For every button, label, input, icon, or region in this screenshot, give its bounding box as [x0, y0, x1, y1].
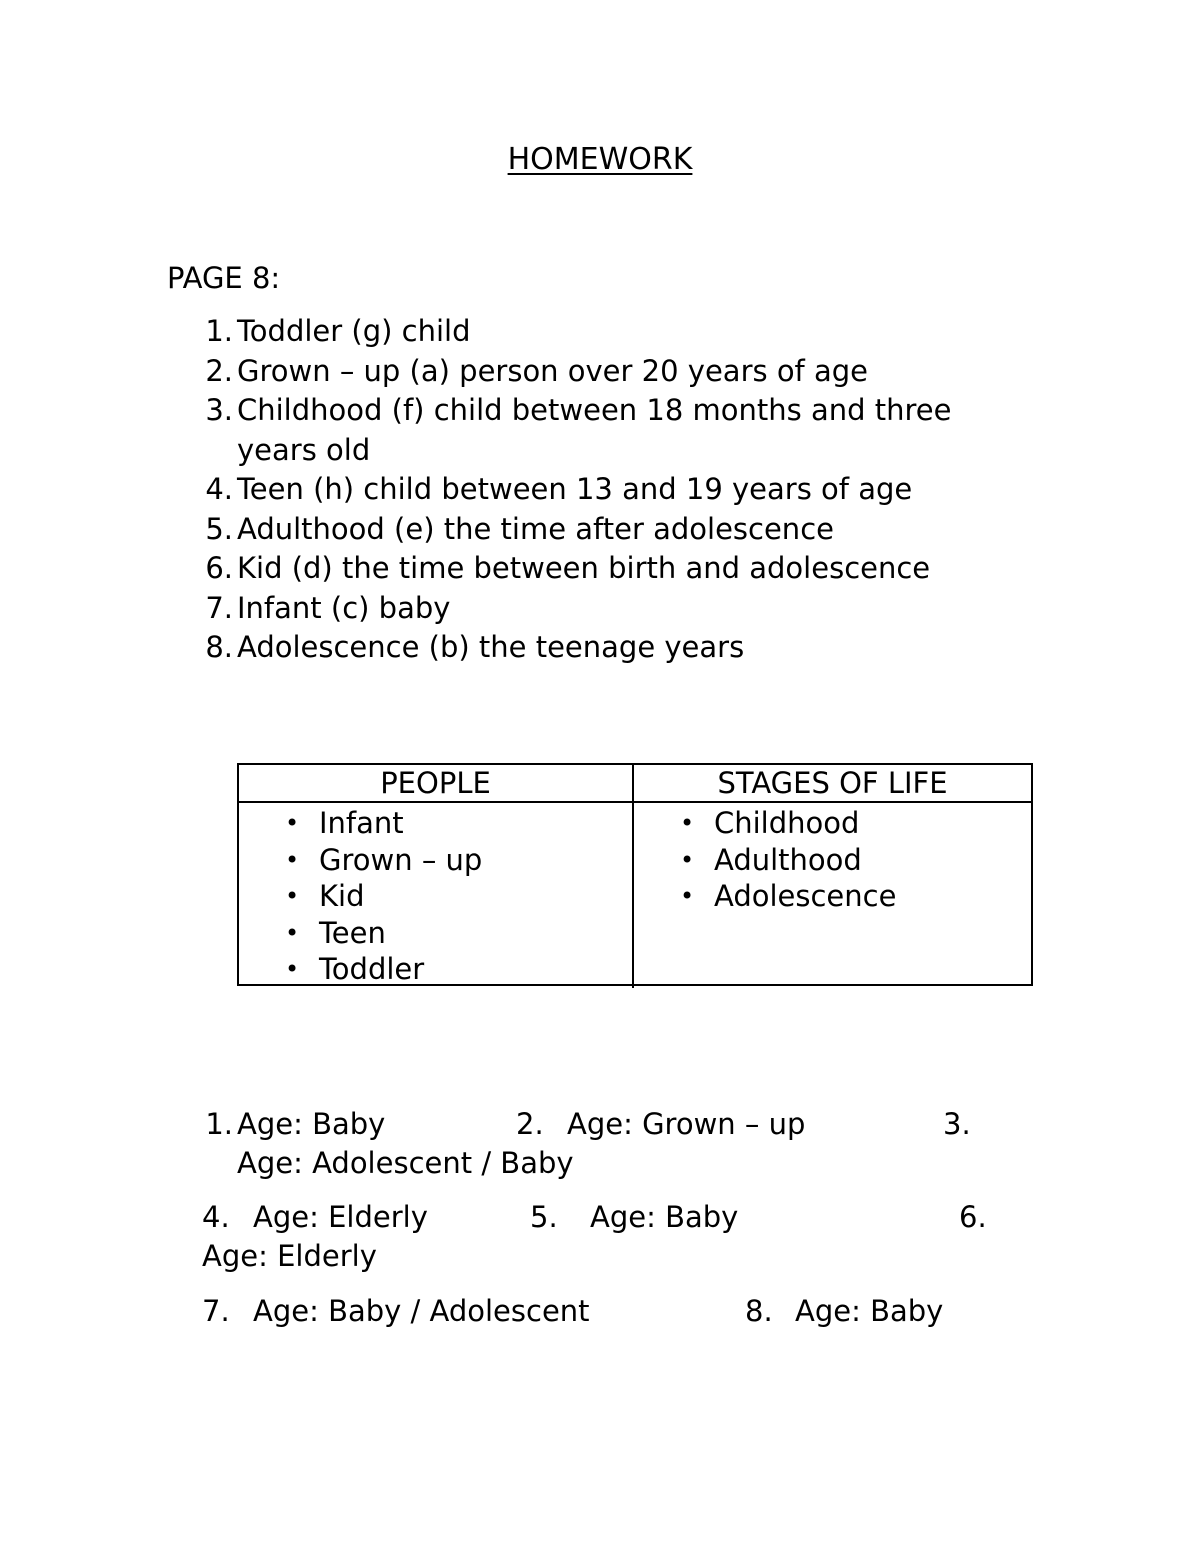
- bullet-icon: •: [285, 955, 300, 983]
- item-text: Adulthood (e) the time after adolescence: [237, 511, 834, 546]
- section-label: PAGE 8:: [167, 261, 281, 295]
- list-item: [634, 878, 1031, 915]
- bullet-icon: •: [680, 845, 695, 874]
- page-title: HOMEWORK: [507, 142, 693, 177]
- list-item: [239, 842, 632, 879]
- bullet-icon: •: [680, 809, 695, 837]
- age-number: 5.: [530, 1200, 558, 1234]
- bullet-icon: •: [285, 882, 300, 910]
- item-number: 8.: [205, 630, 233, 664]
- item-text: Grown – up (a) person over 20 years of age: [237, 353, 869, 388]
- item-number: 7.: [205, 590, 233, 625]
- people-list: [239, 805, 632, 988]
- age-number: 8.: [745, 1294, 773, 1328]
- item-number: 2.: [205, 353, 233, 388]
- list-item: [167, 470, 1027, 510]
- list-item: [239, 915, 632, 952]
- age-answer: Age: Grown – up: [567, 1107, 806, 1141]
- stages-header: STAGES OF LIFE: [633, 765, 1031, 802]
- classification-table: [239, 765, 1031, 988]
- age-answer: Age: Elderly: [253, 1200, 428, 1234]
- item-text: Infant (c) baby: [237, 590, 451, 625]
- stages-cell: [633, 802, 1031, 988]
- bullet-icon: •: [285, 845, 300, 874]
- list-item: [167, 589, 1027, 629]
- bullet-icon: •: [285, 918, 300, 947]
- list-item: [167, 352, 1027, 392]
- list-item: [239, 805, 632, 842]
- stage-item: Adolescence: [714, 879, 897, 913]
- list-item: [239, 951, 632, 988]
- age-answer: Age: Baby: [237, 1107, 386, 1141]
- people-item: Infant: [319, 806, 404, 840]
- item-number: 5.: [205, 511, 233, 546]
- age-number: 7.: [202, 1294, 230, 1328]
- list-item: [634, 805, 1031, 842]
- item-number: 1.: [205, 314, 233, 348]
- list-item: [167, 510, 1027, 550]
- people-item: Toddler: [319, 952, 425, 986]
- list-item-continuation: [167, 431, 1027, 471]
- age-answer: Age: Baby: [590, 1200, 739, 1234]
- bullet-icon: •: [680, 882, 695, 910]
- item-text: years old: [237, 432, 371, 467]
- people-cell: [239, 802, 633, 988]
- item-text: Kid (d) the time between birth and adolescence: [237, 551, 931, 585]
- list-item: [167, 628, 1027, 668]
- classification-table-wrapper: [237, 763, 1033, 986]
- age-answer: Age: Adolescent / Baby: [237, 1146, 574, 1180]
- stage-item: Childhood: [714, 806, 860, 840]
- age-number: 3.: [943, 1107, 971, 1141]
- item-number: 4.: [205, 472, 233, 506]
- stages-list: [634, 805, 1031, 915]
- list-item: [167, 549, 1027, 589]
- item-text: Toddler (g) child: [237, 314, 471, 348]
- people-item: Grown – up: [319, 842, 483, 877]
- item-number: 6.: [205, 551, 233, 585]
- age-number: 4.: [202, 1200, 230, 1234]
- people-item: Kid: [319, 879, 365, 913]
- people-header: PEOPLE: [239, 765, 633, 802]
- stage-item: Adulthood: [714, 842, 862, 877]
- age-answer: Age: Baby / Adolescent: [253, 1294, 590, 1328]
- list-item: [239, 878, 632, 915]
- item-text: Adolescence (b) the teenage years: [237, 630, 745, 664]
- item-text: Childhood (f) child between 18 months and three: [237, 393, 952, 427]
- age-number: 6.: [959, 1200, 987, 1234]
- age-answer: Age: Elderly: [202, 1239, 377, 1273]
- item-text: Teen (h) child between 13 and 19 years of age: [237, 472, 913, 506]
- list-item: [634, 842, 1031, 879]
- people-item: Teen: [319, 915, 386, 950]
- age-number: 2.: [516, 1107, 544, 1141]
- age-number: 1.: [205, 1107, 233, 1141]
- age-answer: Age: Baby: [795, 1294, 944, 1328]
- list-item: [167, 391, 1027, 431]
- matching-list: [167, 312, 1027, 668]
- list-item: [167, 312, 1027, 352]
- bullet-icon: •: [285, 809, 300, 837]
- item-number: 3.: [205, 393, 233, 427]
